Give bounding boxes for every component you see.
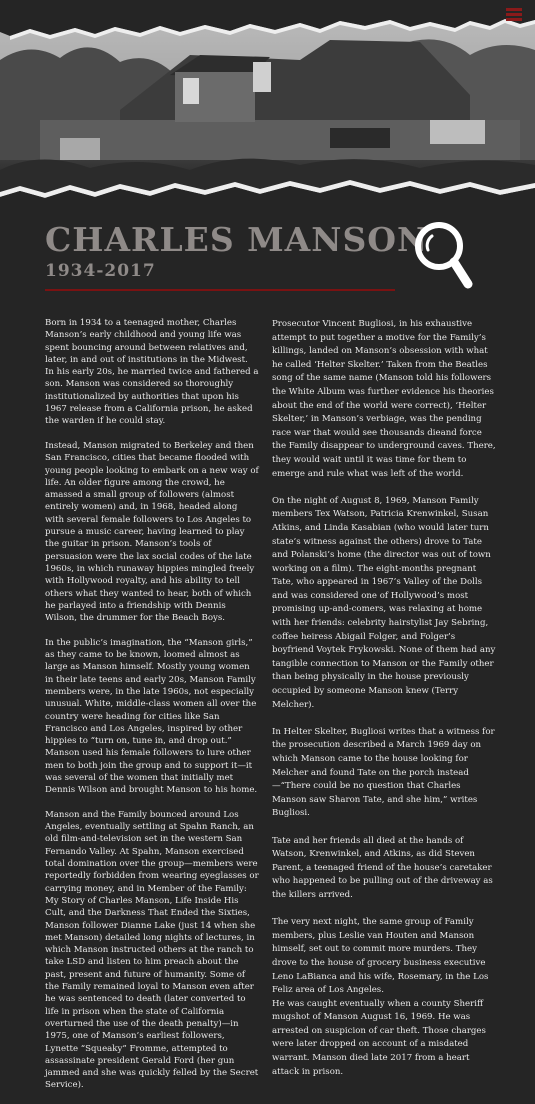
- article-paragraph: In Helter Skelter, Bugliosi writes that a witness for the prosecution described a March 1969 day on which Manson came to the house looking for Melcher and found Tate on the porch instead—“There could be no question that Charles Manson saw Sharon Tate, and she him,” writes Bugliosi.: [272, 726, 495, 819]
- title-divider: [45, 289, 395, 291]
- article-paragraph: Instead, Manson migrated to Berkeley and then San Francisco, cities that became flooded with young people looking to embark on a new way of life. An older figure among the crowd, he amassed a small group of followers (almost entirely women) and, in 1968, headed along with several female followers to Los Angeles to pursue a music career, having learned to play the guitar in prison. Manson’s tools of persuasion were the lax social codes of the late 1960s, in which runaway hippies mingled freely with Hollywood royalty, and his ability to tell others what they wanted to hear, both of which he parlayed into a friendship with Dennis Wilson, the drummer for the Beach Boys.: [45, 440, 259, 624]
- life-years: 1934-2017: [45, 261, 156, 281]
- article-paragraph: On the night of August 8, 1969, Manson Family members Tex Watson, Patricia Krenwinkel, Susan Atkins, and Linda Kasabian (who would later turn state’s witness against the others) drove to Tate and Polanski’s home (the director was out of town working on a film). The eight-months pregnant Tate, who appeared in 1967’s Valley of the Dolls and was considered one of Hollywood’s most promising up-and-comers, was relaxing at home with her friends: celebrity hairstylist Jay Sebring, coffee heiress Abigail Folger, and Folger’s boyfriend Voytek Frykowski. None of them had any tangible connection to Manson or the Family other than being physically in the house previously occupied by someone Manson knew (Terry Melcher).: [272, 495, 496, 710]
- article-paragraph: Prosecutor Vincent Bugliosi, in his exhaustive attempt to put together a motive for the Family’s killings, landed on Manson’s obsession with what he called ‘Helter Skelter.’ Taken from the Beatles song of the same name (Manson told his followers the White Album was further evidence his theories about the end of the world were correct), ‘Helter Skelter,’ in Manson’s verbiage, was the pending race war that would see thousands dieand force the Family disappear to underground caves. There, they would wait until it was time for them to emerge and rule what was left of the world.: [272, 319, 496, 479]
- article-column-right: [272, 318, 497, 1093]
- article-paragraph: Tate and her friends all died at the hands of Watson, Krenwinkel, and Atkins, as did Steven Parent, a teenaged friend of the house’s caretaker who happened to be pulling out of the driveway as the killers arrived.: [272, 835, 493, 900]
- page-title: CHARLES MANSON: [45, 220, 429, 259]
- hamburger-menu-icon[interactable]: [506, 8, 522, 21]
- menu-bar-bottom: [506, 18, 522, 21]
- article-column-left: [45, 317, 259, 1104]
- article-paragraph: Manson and the Family bounced around Los Angeles, eventually settling at Spahn Ranch, an old film-and-television set in the western San Fernando Valley. At Spahn, Manson exercised total domination over the group—members were reportedly forbidden from wearing eyeglasses or carrying money, and in Member of the Family: My Story of Charles Manson, Life Inside His Cult, and the Darkness That Ended the Sixties, Manson follower Dianne Lake (just 14 when she met Manson) detailed long nights of lectures, in which Manson instructed others at the ranch to take LSD and listen to him preach about the past, present and future of humanity. Some of the Family remained loyal to Manson even after he was sentenced to death (later converted to life in prison when the state of California overturned the use of the death penalty)—in 1975, one of Manson’s earliest followers, Lynette “Squeaky” Fromme, attempted to assassinate president Gerald Ford (her gun jammed and she was quickly felled by the Secret Service).: [45, 809, 259, 1091]
- menu-bar-middle: [506, 13, 522, 16]
- search-icon[interactable]: [412, 220, 472, 292]
- article-paragraph: He was caught eventually when a county Sheriff mugshot of Manson August 16, 1969. He was arrested on suspicion of car theft. Those charges were later dropped on account of a misdated warrant. Manson died late 2017 from a heart attack in prison.: [272, 998, 486, 1077]
- title-block: [45, 220, 429, 281]
- menu-bar-top: [506, 8, 522, 11]
- article-paragraph: In the public’s imagination, the “Manson girls,” as they came to be known, loomed almost as large as Manson himself. Mostly young women in their late teens and early 20s, Manson Family members were, in the late 1960s, not especially unusual. White, middle-class women all over the country were heading for cities like San Francisco and Los Angeles, inspired by other hippies to “turn on, tune in, and drop out.” Manson used his female followers to lure other men to both join the group and to support it—it was several of the women that initially met Dennis Wilson and brought Manson to his home.: [45, 637, 258, 796]
- article-paragraph: The very next night, the same group of Family members, plus Leslie van Houten and Manson himself, set out to commit more murders. They drove to the house of grocery business executive Leno LaBianca and his wife, Rosemary, in the Los Feliz area of Los Angeles.: [272, 917, 489, 996]
- hero-house-photo: [0, 0, 535, 212]
- article-paragraph: Born in 1934 to a teenaged mother, Charles Manson’s early childhood and young life was spent bouncing around between relatives and, later, in and out of institutions in the Midwest. In his early 20s, he married twice and fathered a son. Manson was considered so thoroughly institutionalized by authorities that upon his 1967 release from a California prison, he asked the warden if he could stay.: [45, 318, 259, 427]
